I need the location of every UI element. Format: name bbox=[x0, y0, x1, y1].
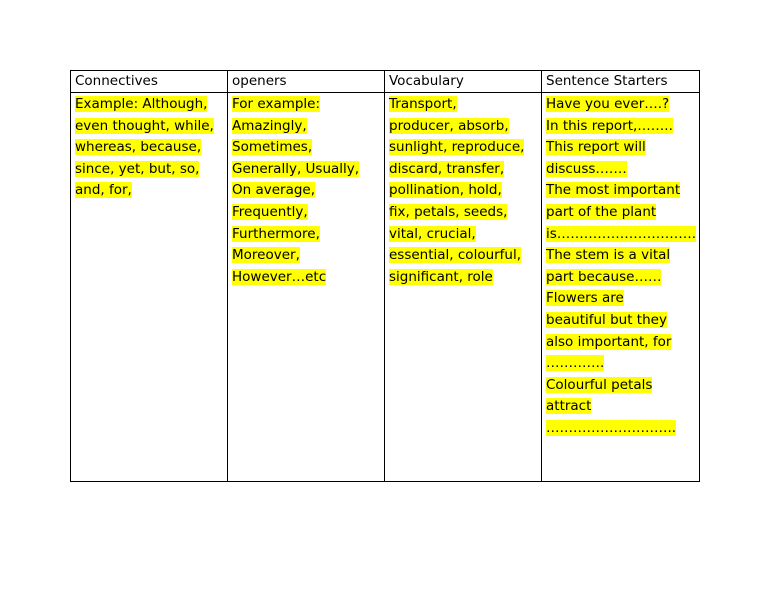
connectives-line: whereas, because, bbox=[75, 139, 202, 156]
openers-cell bbox=[228, 93, 385, 482]
openers-line: However…etc bbox=[232, 268, 327, 285]
connectives-line: Example: Although, bbox=[75, 96, 208, 112]
sentence-starters-line: Have you ever….? bbox=[546, 96, 670, 112]
header-sentence-starters: Sentence Starters bbox=[542, 71, 700, 93]
sentence-starters-line: also important, for bbox=[546, 333, 672, 350]
header-openers: openers bbox=[228, 71, 385, 93]
sentence-starters-line: Flowers are bbox=[546, 290, 624, 307]
sentence-starters-line: The stem is a vital bbox=[546, 247, 671, 264]
sentence-starters-line: part of the plant bbox=[546, 203, 657, 220]
openers-line: Frequently, bbox=[232, 203, 308, 220]
connectives-line: and, for, bbox=[75, 182, 132, 199]
sentence-starters-line: The most important bbox=[546, 182, 681, 199]
openers-text bbox=[232, 94, 381, 288]
openers-line: Generally, Usually, bbox=[232, 160, 360, 177]
sentence-starters-line: beautiful but they bbox=[546, 311, 667, 328]
sentence-starters-line: part because…… bbox=[546, 268, 662, 285]
connectives-line: even thought, while, bbox=[75, 117, 214, 134]
openers-line: Furthermore, bbox=[232, 225, 320, 242]
word-bank-table bbox=[70, 70, 700, 482]
openers-line: For example: bbox=[232, 96, 321, 112]
openers-line: Amazingly, bbox=[232, 117, 307, 134]
vocabulary-line: significant, role bbox=[389, 268, 493, 285]
vocabulary-line: pollination, hold, bbox=[389, 182, 502, 199]
vocabulary-line: essential, colourful, bbox=[389, 247, 522, 264]
vocabulary-line: producer, absorb, bbox=[389, 117, 509, 134]
sentence-starters-line: In this report,…….. bbox=[546, 117, 673, 134]
vocabulary-line: discard, transfer, bbox=[389, 160, 505, 177]
sentence-starters-line: Colourful petals bbox=[546, 376, 653, 393]
connectives-line: since, yet, but, so, bbox=[75, 160, 200, 177]
sentence-starters-line: …………. bbox=[546, 355, 605, 372]
sentence-starters-line: attract bbox=[546, 398, 592, 415]
header-connectives: Connectives bbox=[71, 71, 228, 93]
connectives-cell bbox=[71, 93, 228, 482]
header-row bbox=[71, 71, 700, 93]
header-vocabulary: Vocabulary bbox=[385, 71, 542, 93]
vocabulary-line: fix, petals, seeds, bbox=[389, 203, 508, 220]
sentence-starters-line: discuss……. bbox=[546, 160, 627, 177]
sentence-starters-text bbox=[546, 94, 696, 440]
connectives-text bbox=[75, 94, 224, 202]
sentence-starters-line: This report will bbox=[546, 139, 646, 156]
openers-line: On average, bbox=[232, 182, 316, 199]
openers-line: Moreover, bbox=[232, 247, 300, 264]
vocabulary-cell bbox=[385, 93, 542, 482]
sentence-starters-line: is…………………………. bbox=[546, 225, 697, 242]
vocabulary-text bbox=[389, 94, 538, 288]
sentence-starters-cell bbox=[542, 93, 700, 482]
vocabulary-line: Transport, bbox=[389, 96, 457, 112]
vocabulary-line: sunlight, reproduce, bbox=[389, 139, 525, 156]
vocabulary-line: vital, crucial, bbox=[389, 225, 476, 242]
sentence-starters-line: ……………………….. bbox=[546, 419, 677, 436]
openers-line: Sometimes, bbox=[232, 139, 313, 156]
content-row bbox=[71, 93, 700, 482]
